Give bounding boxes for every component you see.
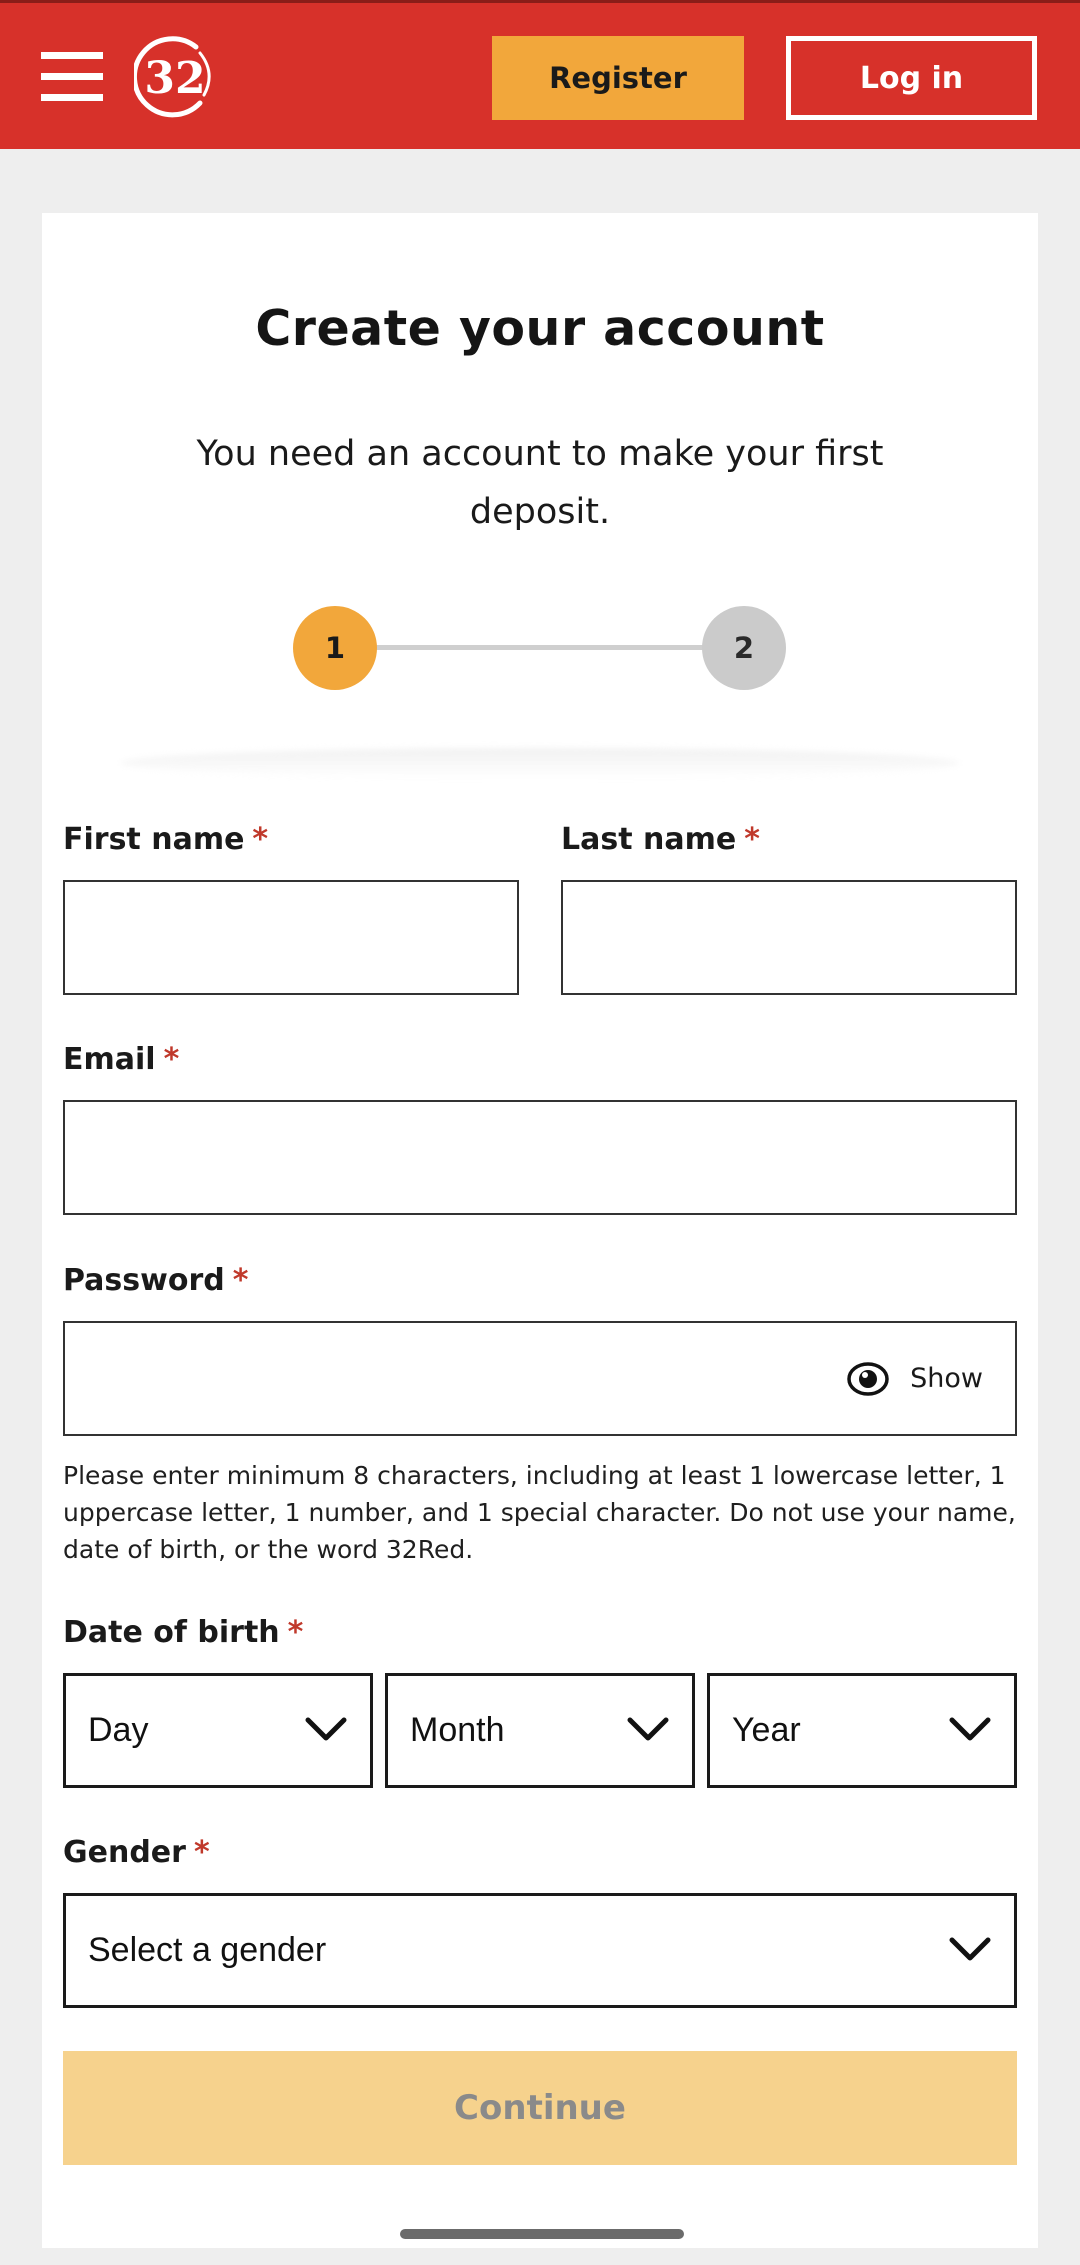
show-password-toggle[interactable] — [846, 1323, 983, 1434]
required-marker: * — [744, 822, 760, 857]
logo-32-icon — [134, 33, 216, 119]
required-marker: * — [232, 1263, 249, 1298]
eye-icon — [846, 1361, 890, 1397]
dob-month-value: Month — [410, 1711, 505, 1749]
brand-logo[interactable] — [134, 33, 216, 119]
chevron-down-icon — [626, 1714, 670, 1744]
password-field[interactable] — [63, 1321, 1017, 1436]
gender-label — [63, 1835, 210, 1870]
stepper-divider-shadow — [120, 748, 960, 778]
hamburger-menu-icon[interactable] — [41, 52, 103, 102]
chevron-down-icon — [948, 1934, 992, 1964]
last-name-input[interactable] — [563, 882, 1015, 993]
dob-year-select[interactable] — [707, 1673, 1017, 1788]
password-label — [63, 1263, 248, 1298]
required-marker: * — [193, 1835, 210, 1870]
page-title: Create your account — [255, 300, 825, 357]
dob-day-value: Day — [88, 1711, 149, 1749]
required-marker: * — [252, 822, 269, 857]
login-button[interactable]: Log in — [786, 36, 1037, 120]
email-field[interactable] — [63, 1100, 1017, 1215]
chevron-down-icon — [304, 1714, 348, 1744]
first-name-input[interactable] — [65, 882, 517, 993]
email-label-text: Email — [63, 1042, 156, 1077]
home-indicator-bar[interactable] — [400, 2229, 684, 2239]
continue-button[interactable]: Continue — [63, 2051, 1017, 2165]
gender-select[interactable] — [63, 1893, 1017, 2008]
show-password-label: Show — [910, 1363, 983, 1394]
gender-value: Select a gender — [88, 1931, 327, 1969]
first-name-label — [63, 822, 268, 857]
first-name-label-text: First name — [63, 822, 245, 857]
last-name-label — [561, 822, 760, 857]
menu-bar — [41, 73, 103, 80]
page-subtitle: You need an account to make your first deposit. — [196, 434, 884, 532]
menu-bar — [41, 94, 103, 101]
stepper-connector — [376, 645, 706, 650]
dob-year-value: Year — [732, 1711, 801, 1749]
required-marker: * — [287, 1615, 304, 1650]
password-label-text: Password — [63, 1263, 225, 1298]
register-button[interactable]: Register — [492, 36, 744, 120]
svg-text:32: 32 — [144, 53, 206, 104]
first-name-field[interactable] — [63, 880, 519, 995]
email-label — [63, 1042, 179, 1077]
required-marker: * — [163, 1042, 180, 1077]
dob-label-text: Date of birth — [63, 1615, 280, 1650]
email-input[interactable] — [65, 1102, 1015, 1213]
dob-label — [63, 1615, 303, 1650]
chevron-down-icon — [948, 1714, 992, 1744]
gender-label-text: Gender — [63, 1835, 186, 1870]
top-header — [0, 0, 1080, 149]
last-name-field[interactable] — [561, 880, 1017, 995]
last-name-label-text: Last name — [561, 822, 737, 857]
step-1-indicator: 1 — [293, 606, 377, 690]
dob-day-select[interactable] — [63, 1673, 373, 1788]
step-2-indicator: 2 — [702, 606, 786, 690]
dob-month-select[interactable] — [385, 1673, 695, 1788]
menu-bar — [41, 52, 103, 59]
password-hint: Please enter minimum 8 characters, including at least 1 lowercase letter, 1 uppercase letter, 1 number, and 1 special character. Do not use your name, date of birth, or the word 32Red. — [63, 1461, 1016, 1564]
